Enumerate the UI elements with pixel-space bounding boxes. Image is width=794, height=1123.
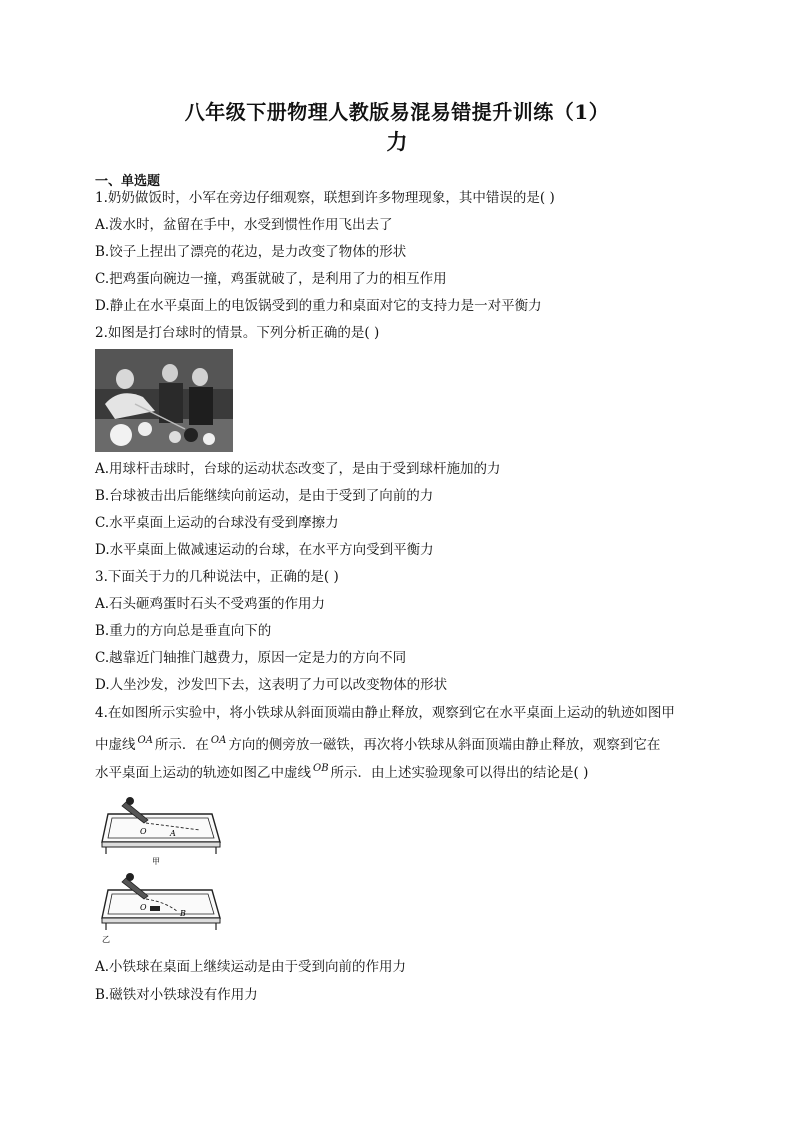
- label-ob: OB: [313, 763, 329, 774]
- question-1-option-a: A.泼水时，盆留在手中，水受到惯性作用飞出去了: [95, 217, 393, 233]
- question-3-stem: 3.下面关于力的几种说法中，正确的是( ): [95, 569, 339, 585]
- question-4-stem-line2: 中虚线 $^{OA}$ 所示．在 $^{OA}$ 方向的侧旁放一磁铁，再次将小铁球从斜面顶端由静止释放，观察到它在: [95, 735, 661, 753]
- figure-jia-label-o: O: [140, 827, 147, 836]
- question-3-option-b: B.重力的方向总是垂直向下的: [95, 623, 272, 639]
- question-3-option-d: D.人坐沙发，沙发凹下去，这表明了力可以改变物体的形状: [95, 677, 448, 693]
- question-4-option-a: A.小铁球在桌面上继续运动是由于受到向前的作用力: [95, 959, 407, 975]
- label-oa: OA: [210, 735, 227, 746]
- figure-yi-label-o: O: [140, 903, 147, 912]
- figure-yi: [100, 872, 226, 948]
- question-2-option-a: A.用球杆击球时，台球的运动状态改变了，是由于受到球杆施加的力: [95, 461, 501, 477]
- label-oa: OA: [137, 735, 153, 746]
- question-1-option-c: C.把鸡蛋向碗边一撞，鸡蛋就破了，是利用了力的相互作用: [95, 271, 447, 287]
- figure-yi-caption: 乙: [102, 935, 110, 944]
- figure-jia-caption: 甲: [152, 857, 160, 866]
- figure-jia-label-a: A: [170, 829, 176, 838]
- question-1-option-d: D.静止在水平桌面上的电饭锅受到的重力和桌面对它的支持力是一对平衡力: [95, 298, 542, 314]
- question-2-option-c: C.水平桌面上运动的台球没有受到摩擦力: [95, 515, 339, 531]
- question-1-option-b: B.饺子上捏出了漂亮的花边，是力改变了物体的形状: [95, 244, 407, 260]
- question-4-stem-line1: 4.在如图所示实验中，将小铁球从斜面顶端由静止释放，观察到它在水平桌面上运动的轨迹如图甲: [95, 705, 675, 721]
- figure-yi-label-b: B: [180, 909, 186, 918]
- question-4-stem-line3: 水平桌面上运动的轨迹如图乙中虚线 $^{OB}$ 所示．由上述实验现象可以得出的结论是( ): [95, 763, 589, 781]
- question-2-option-b: B.台球被击出后能继续向前运动，是由于受到了向前的力: [95, 488, 434, 504]
- question-1-stem: 1.奶奶做饭时，小军在旁边仔细观察，联想到许多物理现象，其中错误的是( ): [95, 190, 555, 206]
- figure-jia: [100, 792, 226, 868]
- question-2-option-d: D.水平桌面上做减速运动的台球，在水平方向受到平衡力: [95, 542, 434, 558]
- page-title: 八年级下册物理人教版易混易错提升训练（1）: [184, 100, 610, 124]
- billiards-photo: [95, 349, 233, 452]
- section-heading: 一、单选题: [95, 174, 161, 189]
- question-3-option-a: A.石头砸鸡蛋时石头不受鸡蛋的作用力: [95, 596, 326, 612]
- question-4-option-b: B.磁铁对小铁球没有作用力: [95, 987, 258, 1003]
- question-3-option-c: C.越靠近门轴推门越费力，原因一定是力的方向不同: [95, 650, 407, 666]
- question-2-stem: 2.如图是打台球时的情景。下列分析正确的是( ): [95, 325, 380, 341]
- page-subtitle: 力: [386, 129, 408, 154]
